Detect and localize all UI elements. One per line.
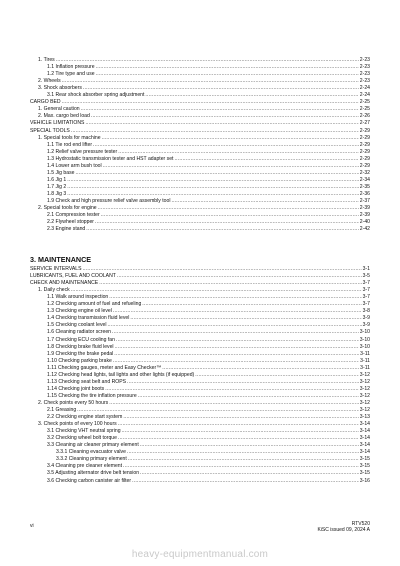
toc-entry-page: 3-15 <box>359 456 370 463</box>
leader-dots <box>98 205 359 211</box>
toc-entry-page: 3-7 <box>362 294 370 301</box>
leader-dots <box>71 128 359 134</box>
toc-entry-page: 2-39 <box>359 205 370 212</box>
leader-dots <box>109 294 361 300</box>
toc-entry-label: 1.3 Hydrostatic transmission tester and HST adapter set <box>47 155 174 162</box>
leader-dots <box>118 435 359 441</box>
toc-entry-page: 3-7 <box>362 280 370 287</box>
toc-entry[interactable] <box>47 358 370 364</box>
toc-entry[interactable] <box>47 393 370 399</box>
leader-dots <box>96 64 359 70</box>
toc-entry-label: 1.2 Relief valve pressure tester <box>47 148 118 155</box>
toc-entry[interactable] <box>38 106 370 112</box>
toc-entry-page: 3-12 <box>359 371 370 378</box>
leader-dots <box>171 198 358 204</box>
toc-entry[interactable] <box>47 64 370 70</box>
toc-entry[interactable] <box>47 212 370 218</box>
toc-entry-page: 2-42 <box>359 226 370 233</box>
toc-entry-page: 3-11 <box>360 364 370 371</box>
toc-entry-page: 2-29 <box>359 162 370 169</box>
leader-dots <box>103 163 359 169</box>
leader-dots <box>142 301 361 307</box>
toc-entry[interactable] <box>30 280 370 286</box>
toc-entry-page: 3-14 <box>359 428 370 435</box>
leader-dots <box>145 92 358 98</box>
toc-entry-label: 1.13 Checking seat belt and ROPS <box>47 378 127 385</box>
leader-dots <box>123 414 358 420</box>
leader-dots <box>174 156 358 162</box>
toc-entry-label: CARGO BED <box>30 99 61 106</box>
toc-entry-page: 2-25 <box>359 106 370 113</box>
leader-dots <box>123 463 359 469</box>
leader-dots <box>67 177 359 183</box>
toc-entry[interactable] <box>47 407 370 413</box>
toc-entry[interactable] <box>47 149 370 155</box>
toc-entry[interactable] <box>30 266 370 272</box>
issue-label: KiSC issued 09, 2024 A <box>317 527 370 533</box>
toc-entry-page: 2-24 <box>359 85 370 92</box>
toc-entry-label: 1.4 Lower arm bush tool <box>47 162 102 169</box>
toc-entry-page: 3-15 <box>359 470 370 477</box>
toc-entry[interactable] <box>47 184 370 190</box>
toc-entry-page: 2-35 <box>359 183 370 190</box>
toc-entry-label: 1.5 Jig base <box>47 169 75 176</box>
toc-entry[interactable] <box>47 142 370 148</box>
toc-entry-label: 2.2 Checking engine start system <box>47 414 123 421</box>
toc-entry-page: 3-14 <box>359 435 370 442</box>
toc-entry-label: 2.1 Greasing <box>47 407 77 413</box>
leader-dots <box>62 99 359 105</box>
leader-dots <box>112 329 359 335</box>
leader-dots <box>140 442 359 448</box>
section-title: 3. MAINTENANCE <box>30 255 92 264</box>
toc-entry-page: 3-11 <box>360 357 370 364</box>
toc-entry-label: 1. Daily check <box>38 287 70 294</box>
toc-entry-page: 3-12 <box>359 385 370 392</box>
toc-entry-page: 3-13 <box>359 414 370 421</box>
leader-dots <box>118 149 359 155</box>
toc-entry-label: 1.1 Inflation pressure <box>47 64 95 71</box>
toc-entry-page: 3-15 <box>359 463 370 470</box>
leader-dots <box>128 456 359 462</box>
leader-dots <box>91 113 359 119</box>
toc-entry[interactable] <box>47 301 370 307</box>
toc-entry-label: 3.4 Cleaning pre cleaner element <box>47 463 123 470</box>
toc-entry-label: 2.3 Engine stand <box>47 226 86 233</box>
toc-entry-page: 3-7 <box>362 287 370 294</box>
toc-entry-page: 2-24 <box>359 92 370 99</box>
leader-dots <box>67 184 359 190</box>
toc-entry-label: 2. Max. cargo bed load <box>38 113 90 120</box>
toc-entry[interactable] <box>30 99 370 105</box>
toc-entry[interactable] <box>56 456 370 462</box>
toc-entry-page: 2-40 <box>359 219 370 226</box>
toc-entry[interactable] <box>47 71 370 77</box>
toc-entry-page: 3-9 <box>362 322 370 329</box>
toc-entry-page: 3-14 <box>359 442 370 449</box>
toc-entry[interactable] <box>47 156 370 162</box>
toc-entry-page: 2-29 <box>359 155 370 162</box>
toc-entry[interactable] <box>47 435 370 441</box>
toc-entry-page: 3-5 <box>362 273 370 280</box>
leader-dots <box>132 478 359 484</box>
toc-entry-page: 2-29 <box>359 148 370 155</box>
toc-entry-label: 1.8 Checking brake fluid level <box>47 343 114 350</box>
toc-entry-label: 1.6 Jig 1 <box>47 176 67 183</box>
toc-entry-label: LUBRICANTS, FUEL AND COOLANT <box>30 273 116 280</box>
toc-entry[interactable] <box>47 198 370 204</box>
toc-entry-label: 1.14 Checking joint boots <box>47 385 105 392</box>
toc-entry-page: 2-25 <box>359 99 370 106</box>
toc-entry-page: 2-23 <box>359 78 370 85</box>
toc-entry-label: 3.2 Checking wheel bolt torque <box>47 435 117 442</box>
toc-entry[interactable] <box>56 449 370 455</box>
toc-entry[interactable] <box>38 57 370 63</box>
toc-entry-page: 2-32 <box>359 169 370 176</box>
toc-entry-page: 2-23 <box>359 71 370 78</box>
toc-entry[interactable] <box>30 120 370 126</box>
leader-dots <box>99 280 361 286</box>
leader-dots <box>122 428 359 434</box>
toc-entry-page: 3-10 <box>359 343 370 350</box>
toc-entry[interactable] <box>47 428 370 434</box>
toc-entry[interactable] <box>38 135 370 141</box>
toc-entry-page: 2-23 <box>359 64 370 71</box>
leader-dots <box>130 315 361 321</box>
toc-entry-label: 3.3.1 Cleaning evacuator valve <box>56 449 126 456</box>
toc-entry-page: 2-34 <box>359 176 370 183</box>
toc-entry-label: SPECIAL TOOLS <box>30 127 70 134</box>
toc-entry[interactable] <box>47 219 370 225</box>
leader-dots <box>113 358 359 364</box>
toc-entry[interactable] <box>47 442 370 448</box>
toc-entry[interactable] <box>47 478 370 484</box>
toc-entry-page: 3-1 <box>362 266 370 272</box>
leader-dots <box>195 372 359 378</box>
toc-entry-label: 1. General caution <box>38 106 80 113</box>
toc-entry[interactable] <box>47 463 370 469</box>
toc-entry-page: 3-12 <box>359 399 370 406</box>
toc-entry-page: 2-36 <box>359 190 370 197</box>
toc-entry-label: 1.7 Checking ECU cooling fan <box>47 336 115 343</box>
toc-entry[interactable] <box>38 421 370 427</box>
leader-dots <box>96 71 359 77</box>
leader-dots <box>162 365 359 371</box>
toc-entry[interactable] <box>47 386 370 392</box>
toc-entry[interactable] <box>47 372 370 378</box>
toc-entry-page: 3-9 <box>362 315 370 322</box>
toc-entry-label: 2.2 Flywheel stopper <box>47 219 95 226</box>
leader-dots <box>56 57 359 63</box>
toc-entry[interactable] <box>47 470 370 476</box>
leader-dots <box>116 337 359 343</box>
toc-entry-page: 3-12 <box>359 378 370 385</box>
toc-entry-label: 1.1 Tie rod end lifter <box>47 141 93 148</box>
toc-entry-page: 3-14 <box>359 449 370 456</box>
toc-entry[interactable] <box>47 92 370 98</box>
leader-dots <box>109 400 359 406</box>
toc-entry-label: VEHICLE LIMITATIONS <box>30 120 85 127</box>
leader-dots <box>67 191 359 197</box>
toc-entry[interactable] <box>30 273 370 279</box>
toc-entry-page: 2-29 <box>359 127 370 134</box>
toc-entry-label: 1. Tires <box>38 57 55 63</box>
toc-entry-page: 3-8 <box>362 308 370 315</box>
toc-entry-label: 1.7 Jig 2 <box>47 183 67 190</box>
toc-entry[interactable] <box>47 379 370 385</box>
toc-entry-label: 1.9 Check and high pressure relief valve assembly tool <box>47 198 171 204</box>
leader-dots <box>127 449 359 455</box>
toc-entry-label: 3.6 Checking carbon canister air filter <box>47 477 132 484</box>
leader-dots <box>77 407 359 413</box>
toc-entry-page: 2-39 <box>359 212 370 219</box>
leader-dots <box>117 273 362 279</box>
toc-entry-label: 3.1 Checking VHT neutral spring <box>47 428 121 435</box>
toc-entry-label: 2.1 Compression tester <box>47 212 100 219</box>
leader-dots <box>81 106 359 112</box>
leader-dots <box>85 120 358 126</box>
toc-entry-label: 1.2 Checking amount of fuel and refueling <box>47 301 142 308</box>
toc-entry[interactable] <box>38 113 370 119</box>
toc-entry-page: 3-12 <box>359 407 370 413</box>
toc-entry-page: 3-11 <box>360 350 370 357</box>
toc-entry-label: 1.4 Checking transmission fluid level <box>47 315 130 322</box>
toc-entry[interactable] <box>47 337 370 343</box>
page-number: vi <box>30 523 34 529</box>
toc-entry-page: 2-37 <box>359 198 370 204</box>
leader-dots <box>102 135 359 141</box>
toc-entry-label: 1.5 Checking coolant level <box>47 322 107 329</box>
toc-entry-page: 2-23 <box>359 57 370 63</box>
leader-dots <box>62 78 359 84</box>
footer-info <box>317 521 370 533</box>
toc-entry-label: 3. Check points of every 100 hours <box>38 421 117 428</box>
toc-entry[interactable] <box>38 205 370 211</box>
toc-entry-label: 2. Check points every 50 hours <box>38 399 109 406</box>
leader-dots <box>101 212 359 218</box>
toc-entry-label: 1.8 Jig 3 <box>47 190 67 197</box>
toc-entry-page: 3-10 <box>359 329 370 336</box>
toc-entry-page: 2-27 <box>359 120 370 127</box>
leader-dots <box>114 351 359 357</box>
toc-entry-page: 3-7 <box>362 301 370 308</box>
leader-dots <box>71 287 362 293</box>
toc-entry-label: 1.3 Checking engine oil level <box>47 308 112 315</box>
toc-entry-label: 3.3 Cleaning air cleaner primary element <box>47 442 139 449</box>
toc-entry-label: 1.6 Cleaning radiator screen <box>47 329 111 336</box>
leader-dots <box>83 85 359 91</box>
toc-entry[interactable] <box>47 170 370 176</box>
model-label: RTV520 <box>351 521 370 527</box>
toc-entry-page: 2-29 <box>359 141 370 148</box>
leader-dots <box>115 344 359 350</box>
leader-dots <box>138 393 359 399</box>
leader-dots <box>93 142 359 148</box>
toc-entry[interactable] <box>38 78 370 84</box>
toc-entry[interactable] <box>47 322 370 328</box>
toc-entry[interactable] <box>47 329 370 335</box>
toc-entry-label: 3.1 Rear shock absorber spring adjustment <box>47 92 145 99</box>
toc-entry-page: 2-26 <box>359 113 370 120</box>
toc-entry-label: 3.3.2 Cleaning primary element <box>56 456 127 463</box>
toc-entry[interactable] <box>47 351 370 357</box>
leader-dots <box>86 226 359 232</box>
leader-dots <box>107 322 361 328</box>
leader-dots <box>105 386 359 392</box>
toc-entry-label: 1.10 Checking parking brake <box>47 357 112 364</box>
toc-entry-page: 3-12 <box>359 392 370 399</box>
toc-entry-page: 3-14 <box>359 421 370 428</box>
toc-entry[interactable] <box>47 177 370 183</box>
toc-entry-page: 3-10 <box>359 336 370 343</box>
toc-entry-label: 3.5 Adjusting alternator drive belt tension <box>47 470 140 477</box>
toc-entry[interactable] <box>38 400 370 406</box>
toc-entry[interactable] <box>47 365 370 371</box>
toc-entry-label: 2. Special tools for engine <box>38 205 97 212</box>
toc-entry[interactable] <box>47 308 370 314</box>
toc-entry[interactable] <box>47 163 370 169</box>
toc-entry-label: 1.11 Checking gauges, meter and Easy Checker™ <box>47 364 162 371</box>
leader-dots <box>95 219 359 225</box>
toc-entry-label: SERVICE INTERVALS <box>30 266 82 272</box>
toc-entry-label: 1.1 Walk around inspection <box>47 294 109 301</box>
toc-entry-label: 1.2 Tire type and use <box>47 71 95 78</box>
toc-entry-label: 1.12 Checking head lights, tail lights and other lights (if equipped) <box>47 371 195 378</box>
toc-entry-page: 3-16 <box>359 477 370 484</box>
toc-entry[interactable] <box>38 287 370 293</box>
toc-entry[interactable] <box>47 226 370 232</box>
toc-entry-label: 1.15 Checking the tire inflation pressure <box>47 392 137 399</box>
toc-entry[interactable] <box>47 315 370 321</box>
toc-entry-label: CHECK AND MAINTENANCE <box>30 280 99 287</box>
toc-entry-page: 2-29 <box>359 134 370 141</box>
toc-entry-label: 2. Wheels <box>38 78 61 85</box>
toc-entry[interactable] <box>38 85 370 91</box>
leader-dots <box>127 379 359 385</box>
toc-entry-label: 1.9 Checking the brake pedal <box>47 350 114 357</box>
leader-dots <box>75 170 358 176</box>
leader-dots <box>118 421 359 427</box>
toc-entry[interactable] <box>47 344 370 350</box>
toc-entry[interactable] <box>47 191 370 197</box>
watermark: heavy-equipmentmanual.com <box>131 549 269 560</box>
leader-dots <box>113 308 362 314</box>
toc-entry-label: 3. Shock absorbers <box>38 85 82 92</box>
leader-dots <box>140 470 359 476</box>
toc-entry[interactable] <box>30 128 370 134</box>
leader-dots <box>83 266 362 272</box>
toc-entry[interactable] <box>47 294 370 300</box>
toc-entry-label: 1. Special tools for machine <box>38 134 101 141</box>
toc-entry[interactable] <box>47 414 370 420</box>
